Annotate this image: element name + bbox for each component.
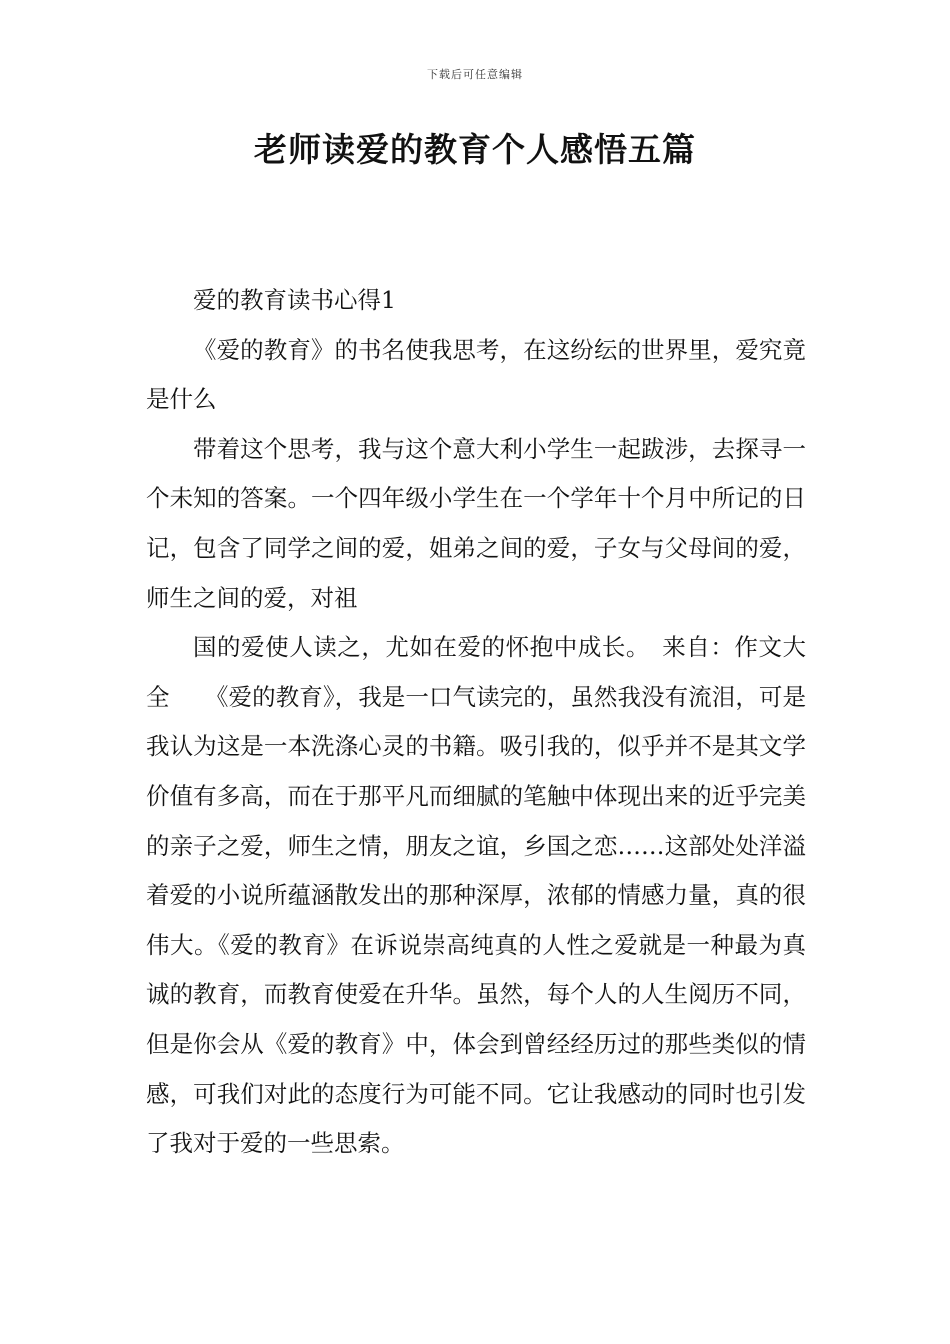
- document-body: [146, 276, 806, 1169]
- body-paragraph: 国的爱使人读之，尤如在爱的怀抱中成长。 来自：作文大全 《爱的教育》，我是一口气读完的，虽然我没有流泪，可是我认为这是一本洗涤心灵的书籍。吸引我的，似乎并不是其文学价值有多高，而在于那平凡而细腻的笔触中体现出来的近乎完美的亲子之爱，师生之情，朋友之谊，乡国之恋……这部处处洋溢着爱的小说所蕴涵散发出的那种深厚，浓郁的情感力量，真的很伟大。《爱的教育》在诉说崇高纯真的人性之爱就是一种最为真诚的教育，而教育使爱在升华。虽然，每个人的人生阅历不同，但是你会从《爱的教育》中，体会到曾经经历过的那些类似的情感，可我们对此的态度行为可能不同。它让我感动的同时也引发了我对于爱的一些思索。: [146, 633, 806, 1158]
- document-title: 老师读爱的教育个人感悟五篇: [254, 130, 696, 169]
- body-paragraph: 《爱的教育》的书名使我思考，在这纷纭的世界里，爱究竟是什么: [146, 335, 806, 414]
- header-note: 下载后可任意编辑: [427, 68, 523, 81]
- section-heading: 爱的教育读书心得1: [193, 286, 396, 314]
- body-paragraph: 带着这个思考，我与这个意大利小学生一起跋涉，去探寻一个未知的答案。一个四年级小学生在一个学年十个月中所记的日记，包含了同学之间的爱，姐弟之间的爱，子女与父母间的爱，师生之间的爱，对祖: [146, 434, 806, 612]
